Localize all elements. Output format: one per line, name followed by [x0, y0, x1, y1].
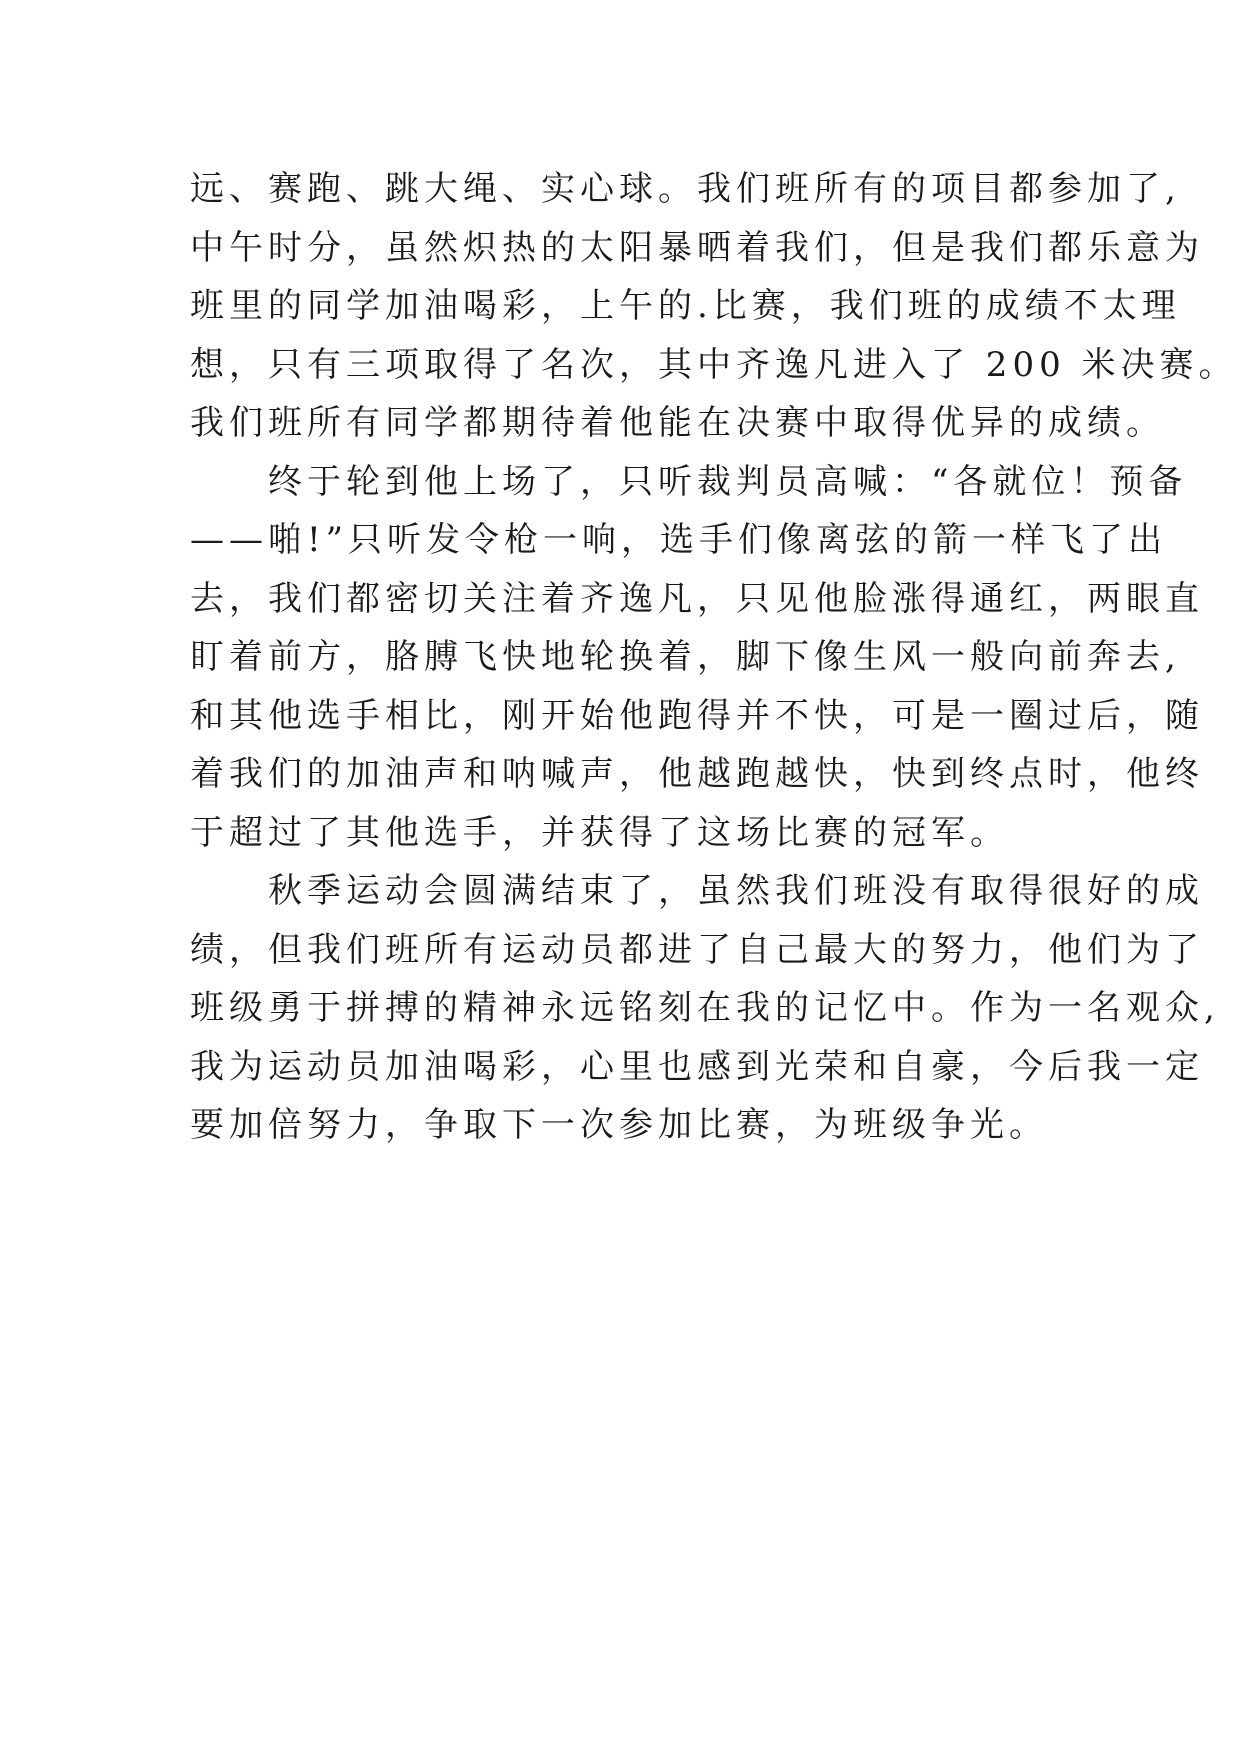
text-line: 班里的同学加油喝彩，上午的.比赛，我们班的成绩不太理 — [190, 286, 1181, 326]
text-line: 班级勇于拼搏的精神永远铭刻在我的记忆中。作为一名观众, — [190, 988, 1220, 1028]
text-line: 我为运动员加油喝彩，心里也感到光荣和自豪，今后我一定 — [190, 1046, 1204, 1087]
text-line: 远、赛跑、跳大绳、实心球。我们班所有的项目都参加了, — [190, 169, 1181, 209]
text-line: 秋季运动会圆满结束了，虽然我们班没有取得很好的成 — [190, 871, 1204, 911]
document-body — [190, 160, 1238, 1155]
text-line: 终于轮到他上场了，只听裁判员高喊：“各就位！预备 — [190, 461, 1188, 502]
text-line: 绩，但我们班所有运动员都进了自己最大的努力，他们为了 — [190, 929, 1204, 970]
text-line: ——啪!”只听发令枪一响，选手们像离弦的箭一样飞了出 — [190, 520, 1168, 560]
text-line: 中午时分，虽然炽热的太阳暴晒着我们，但是我们都乐意为 — [190, 227, 1204, 268]
text-line: 和其他选手相比，刚开始他跑得并不快，可是一圈过后，随 — [190, 695, 1204, 736]
text-line: 我们班所有同学都期待着他能在决赛中取得优异的成绩。 — [190, 403, 1165, 443]
text-line: 要加倍努力，争取下一次参加比赛，为班级争光。 — [190, 1105, 1048, 1145]
text-line: 于超过了其他选手，并获得了这场比赛的冠军。 — [190, 812, 1009, 853]
text-line: 想，只有三项取得了名次，其中齐逸凡进入了 200 米决赛。 — [190, 344, 1238, 385]
text-line: 着我们的加油声和呐喊声，他越跑越快，快到终点时，他终 — [190, 754, 1204, 794]
text-line: 盯着前方，胳膊飞快地轮换着，脚下像生风一般向前奔去, — [190, 637, 1181, 677]
text-line: 去，我们都密切关注着齐逸凡，只见他脸涨得通红，两眼直 — [190, 578, 1204, 619]
